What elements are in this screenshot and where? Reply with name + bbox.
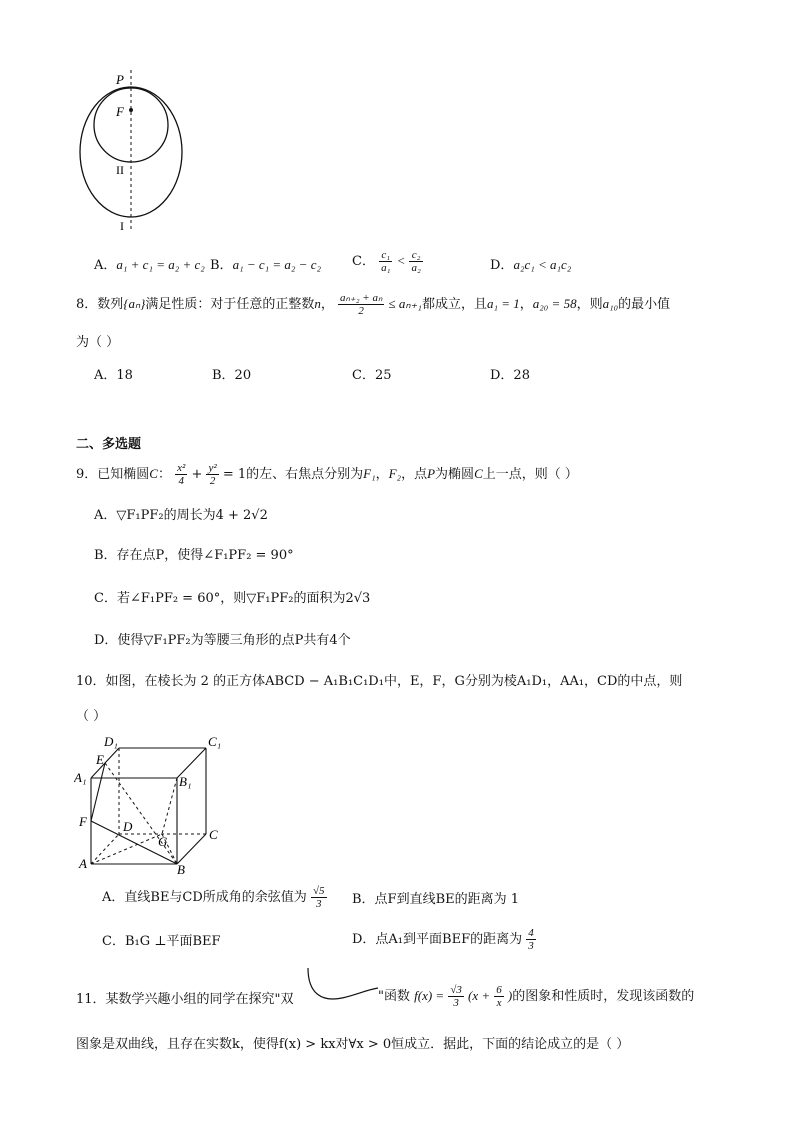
ellipse-figure [70, 70, 200, 235]
q11-stem-line2: 图象是双曲线，且存在实数k，使得f(x) > kx对∀x > 0恒成立．据此，下面的结论成立的是（ ） [76, 1037, 630, 1052]
cube-label-D1: D₁ [104, 734, 118, 749]
q8-option-a: A．18 [94, 368, 133, 383]
cube-figure [74, 734, 234, 874]
q9-stem: 9．已知椭圆C： $\frac{\text{x²}}{4}$ + $\frac{\text{y²}}{2}$ = 1的左、右焦点分别为F₁，F₂，点P为椭圆C上一点，则（ ） [76, 462, 578, 487]
q10-option-a: A．直线BE与CD所成角的余弦值为 $\frac{√5}{3}$ [102, 885, 325, 910]
label-F: F [116, 104, 124, 119]
cube-label-B1: B₁ [179, 774, 192, 789]
q7-option-d: D．a₂c₁ < a₁c₂ [490, 257, 572, 273]
q10-option-c: C．B₁G ⊥平面BEF [102, 934, 221, 949]
cube-label-A1: A₁ [74, 770, 87, 785]
label-I: I [120, 219, 124, 233]
cube-label-G: G [158, 834, 168, 849]
edge-B-C [177, 834, 206, 864]
cube-label-C: C [209, 827, 218, 842]
q8-option-d: D．28 [490, 368, 530, 383]
hook-curve-icon [304, 966, 380, 1006]
cube-label-E: E [96, 752, 104, 767]
label-P: P [116, 72, 124, 87]
q8-stem-line2: 为（ ） [76, 335, 120, 350]
q9-option-b: B．存在点P，使得∠F₁PF₂ = 90° [94, 548, 294, 563]
focus-point-dot [129, 108, 133, 112]
cube-label-C1: C₁ [208, 734, 222, 749]
cube-label-F: F [79, 814, 87, 829]
q11-stem-part1: 11．某数学兴趣小组的同学在探究"双 [76, 992, 294, 1007]
q10-stem-line2: （ ） [76, 709, 107, 724]
q7-option-b: B．a₁ − c₁ = a₂ − c₂ [210, 257, 321, 273]
q9-option-a: A．▽F₁PF₂的周长为4 + 2√2 [94, 508, 268, 523]
q9-option-d: D．使得▽F₁PF₂为等腰三角形的点P共有4个 [94, 633, 351, 648]
section-title-multi-choice: 二、多选题 [76, 437, 142, 452]
label-II: II [116, 163, 124, 177]
q7-option-c: C． $\frac{\text{c₁}}{\text{a₁}}$ < $\frac{\text{c₂}}{\text{a₂}}$ [352, 249, 421, 274]
q10-stem: 10．如图，在棱长为 2 的正方体ABCD − A₁B₁C₁D₁中，E，F，G分别为棱A₁D₁，AA₁，CD的中点，则 [76, 674, 683, 689]
q10-option-b: B．点F到直线BE的距离为 1 [352, 892, 520, 907]
q9-option-c: C．若∠F₁PF₂ = 60°，则▽F₁PF₂的面积为2√3 [94, 591, 371, 606]
q11-stem-part2: "函数 f(x) = $\frac{√3}{3}$ (x + $\frac{6}{x}$ )的图象和性质时，发现该函数的 [378, 984, 695, 1009]
q8-option-c: C．25 [352, 368, 392, 383]
cube-label-A: A [79, 856, 87, 871]
q8-option-b: B．20 [212, 368, 252, 383]
q7-option-a: A．a₁ + c₁ = a₂ + c₂ [94, 257, 205, 273]
q8-stem: 8．数列{aₙ}满足性质：对于任意的正整数n， $\frac{\text{aₙ₊₂ + aₙ}}{2}$ ≤ aₙ₊₁都成立，且a₁ = 1，a₂₀ = 58，则a₁₀的最小值 [76, 292, 671, 317]
edge-A-D-hidden [91, 834, 119, 864]
cube-label-D: D [123, 819, 133, 834]
q10-option-d: D．点A₁到平面BEF的距离为 $\frac{4}{3}$ [352, 927, 534, 952]
cube-label-B: B [177, 862, 185, 874]
line-B1-G [162, 778, 177, 834]
line-E-F [91, 763, 105, 821]
